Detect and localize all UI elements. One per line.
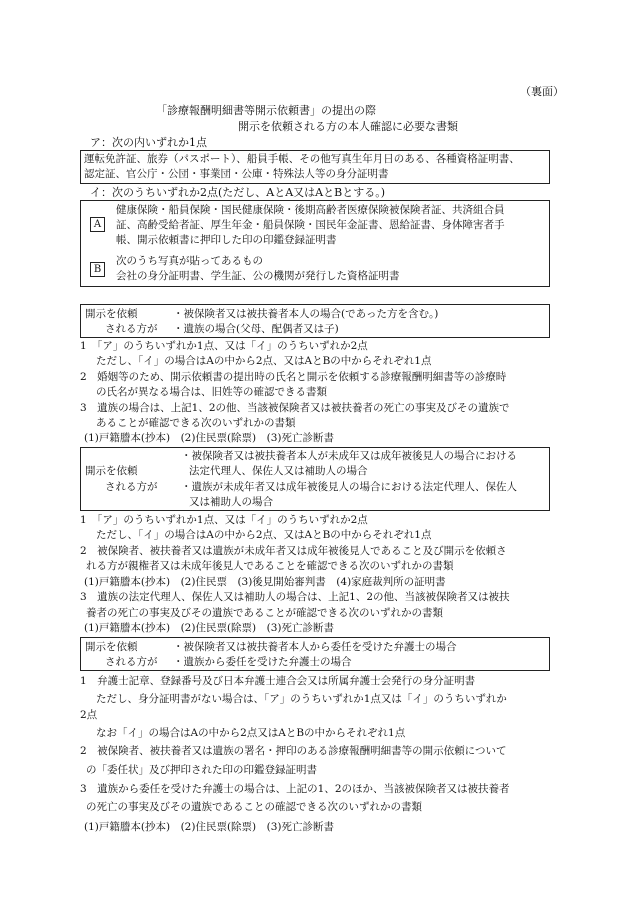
case2-box xyxy=(80,447,550,511)
case2-line5: (1)戸籍謄本(抄本) (2)住民票 (3)後見開始審判書 (4)家庭裁判所の証明書 xyxy=(84,576,446,588)
title-line-1: 「診療報酬明細書等開示依頼書」の提出の際 xyxy=(156,104,376,117)
case2-box-right4: 又は補助人の場合 xyxy=(189,496,273,508)
case1-box-right1: ・被保険者又は被扶養者本人の場合(であった方を含む。) xyxy=(173,308,439,320)
case1-box xyxy=(80,304,550,338)
case3-line1: 1 弁護士記章、登録番号及び日本弁護士連合会又は所属弁護士会発行の身分証明書 xyxy=(80,675,476,687)
title-line-2: 開示を依頼される方の本人確認に必要な書類 xyxy=(238,120,458,133)
case2-line6: 3 遺族の法定代理人、保佐人又は補助人の場合は、上記1、2の他、当該被保険者又は被扶 xyxy=(80,591,510,603)
section-i-box xyxy=(80,200,550,287)
case1-line2: ただし、「イ」の場合はAの中から2点、又はAとBの中からそれぞれ1点 xyxy=(96,355,432,367)
section-i-a-line2: 証、高齢受給者証、厚生年金・船員保険・国民年金証書、恩給証書、身体障害者手 xyxy=(116,219,505,231)
case3-line7: 3 遺族から委任を受けた弁護士の場合は、上記の1、2のほか、当該被保険者又は被扶養者 xyxy=(80,783,510,795)
case2-box-right3: ・遺族が未成年者又は成年被後見人の場合における法定代理人、保佐人 xyxy=(181,481,517,493)
case2-box-left2: される方が xyxy=(105,481,158,493)
section-i-heading: イ：次のうちいずれか2点(ただし、AとA又はAとBとする。) xyxy=(90,186,385,199)
case3-line6: の「委任状」及び押印された印の印鑑登録証明書 xyxy=(86,764,317,776)
section-a-box-line2: 認定証、官公庁・公団・事業団・公庫・特殊法人等の身分証明書 xyxy=(84,168,389,180)
page-side-label: （裏面） xyxy=(520,85,564,98)
case2-line2: ただし、「イ」の場合はAの中から2点、又はAとBの中からそれぞれ1点 xyxy=(96,529,432,541)
case3-line4: なお「イ」の場合はAの中から2点又はAとBの中からそれぞれ1点 xyxy=(96,727,406,739)
label-a: A xyxy=(90,217,105,232)
case2-line7: 養者の死亡の事実及びその遺族であることが確認できる次のいずれかの書類 xyxy=(86,607,443,619)
case2-line1: 1 「ア」のうちいずれか1点、又は「イ」のうちいずれか2点 xyxy=(80,514,368,526)
case3-box xyxy=(80,637,550,671)
section-i-b-line1: 次のうち写真が貼ってあるもの xyxy=(116,255,263,267)
case1-line4: の氏名が異なる場合は、旧姓等の確認できる書類 xyxy=(96,386,327,398)
case3-line8: の死亡の事実及びその遺族であることの確認できる次のいずれかの書類 xyxy=(86,801,422,813)
case2-line4: れる方が親権者又は未成年後見人であることを確認できる次のいずれかの書類 xyxy=(86,560,454,572)
case3-line2: ただし、身分証明書がない場合は、「ア」のうちいずれか1点又は「イ」のうちいずれか xyxy=(96,693,507,705)
case3-box-right1: ・被保険者又は被扶養者本人から委任を受けた弁護士の場合 xyxy=(173,641,457,653)
label-b: B xyxy=(90,262,105,277)
case3-line5: 2 被保険者、被扶養者又は遺族の署名・押印のある診療報酬明細書等の開示依頼について xyxy=(80,745,507,757)
section-i-b-line2: 会社の身分証明書、学生証、公の機関が発行した資格証明書 xyxy=(116,270,400,282)
case2-box-right1: ・被保険者又は被扶養者本人が未成年又は成年被後見人の場合における xyxy=(181,450,517,462)
case1-line7: (1)戸籍謄本(抄本) (2)住民票(除票) (3)死亡診断書 xyxy=(84,432,335,444)
section-a-box xyxy=(80,150,550,184)
case3-box-left2: される方が xyxy=(105,656,158,668)
section-i-a-line3: 帳、開示依頼書に押印した印の印鑑登録証明書 xyxy=(116,234,337,246)
section-i-a-line1: 健康保険・船員保険・国民健康保険・後期高齢者医療保険被保険者証、共済組合員 xyxy=(116,204,505,216)
case1-box-left2: される方が xyxy=(105,323,158,335)
case1-line1: 1 「ア」のうちいずれか1点、又は「イ」のうちいずれか2点 xyxy=(80,340,368,352)
case1-line3: 2 婚姻等のため、開示依頼書の提出時の氏名と開示を依頼する診療報酬明細書等の診療時 xyxy=(80,371,507,383)
case1-line6: あることが確認できる次のいずれかの書類 xyxy=(96,417,296,429)
case3-line3: 2点 xyxy=(80,709,98,721)
case3-box-left1: 開示を依頼 xyxy=(85,641,138,653)
case2-line3: 2 被保険者、被扶養者又は遺族が未成年者又は成年被後見人であること及び開示を依頼さ xyxy=(80,545,507,557)
case1-box-right2: ・遺族の場合(父母、配偶者又は子) xyxy=(173,323,339,335)
case1-line5: 3 遺族の場合は、上記1、2の他、当該被保険者又は被扶養者の死亡の事実及びその遺族で xyxy=(80,402,510,414)
case2-box-left1: 開示を依頼 xyxy=(85,465,138,477)
case1-box-left1: 開示を依頼 xyxy=(85,308,138,320)
case3-line9: (1)戸籍謄本(抄本) (2)住民票(除票) (3)死亡診断書 xyxy=(84,821,335,833)
section-a-heading: ア：次の内いずれか1点 xyxy=(90,136,207,149)
case3-box-right2: ・遺族から委任を受けた弁護士の場合 xyxy=(173,656,352,668)
case2-box-right2: 法定代理人、保佐人又は補助人の場合 xyxy=(189,465,368,477)
case2-line8: (1)戸籍謄本(抄本) (2)住民票(除票) (3)死亡診断書 xyxy=(84,622,335,634)
section-a-box-line1: 運転免許証、旅券（パスポート）、船員手帳、その他写真生年月日のある、各種資格証明書、 xyxy=(84,153,520,165)
